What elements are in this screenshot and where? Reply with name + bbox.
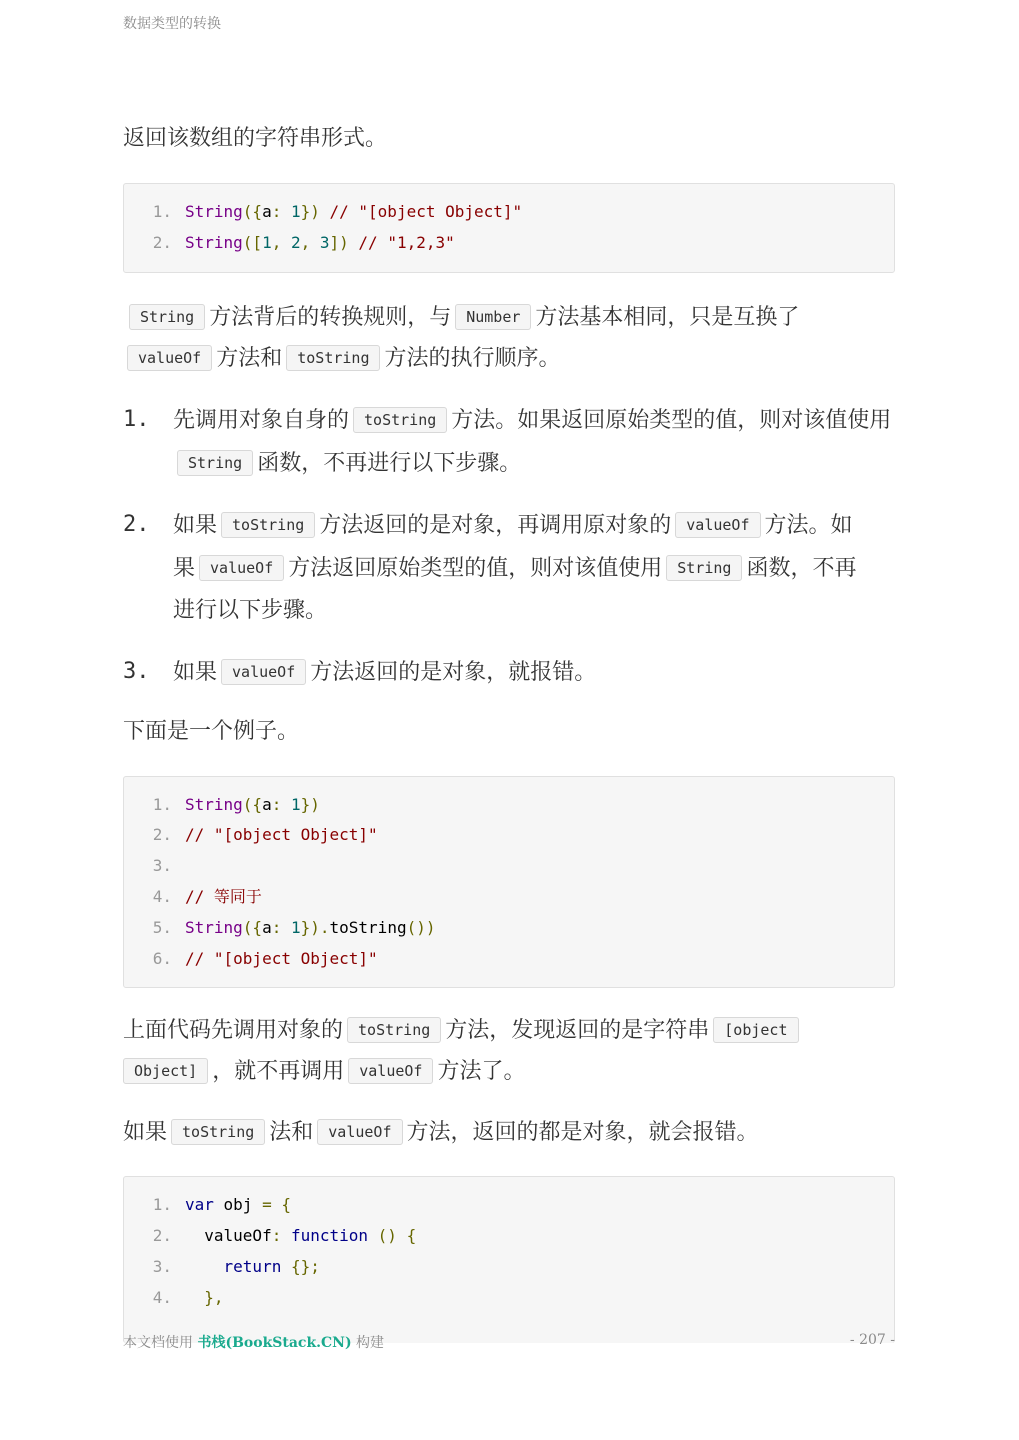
code-line: 3. return {}; bbox=[124, 1252, 894, 1283]
line-number: 6. bbox=[152, 948, 172, 968]
list-item: 1. 先调用对象自身的 toString 方法。如果返回原始类型的值，则对该值使用String 函数，不再进行以下步骤。 bbox=[123, 406, 892, 476]
inline-code: String bbox=[177, 450, 253, 476]
line-number: 2. bbox=[152, 232, 172, 252]
inline-code: Object] bbox=[123, 1058, 208, 1084]
code-line: 4. }, bbox=[124, 1283, 894, 1314]
paragraph-array-tostring: 返回该数组的字符串形式。 bbox=[123, 126, 388, 151]
code-line: 5. String({a: 1}).toString()) bbox=[124, 913, 894, 944]
line-number: 1. bbox=[152, 202, 172, 221]
code-line: 1. var obj = { bbox=[124, 1190, 894, 1221]
paragraph-explanation: 上面代码先调用对象的 toString 方法，发现返回的是字符串 [object Object] ，就不再调用 valueOf 方法了。 bbox=[123, 1010, 883, 1092]
code-block-1 bbox=[123, 183, 895, 273]
inline-code: valueOf bbox=[127, 345, 212, 371]
code-line: 2. String([1, 2, 3]) // "1,2,3" bbox=[124, 228, 894, 259]
line-number: 3. bbox=[152, 1256, 172, 1276]
footer-credit: 本文档使用 书栈(BookStack.CN) 构建 bbox=[123, 1335, 385, 1351]
code-line: 2. valueOf: function () { bbox=[124, 1221, 894, 1252]
conversion-steps-list bbox=[123, 399, 895, 694]
list-item: 2. 如果 toString 方法返回的是对象，再调用原对象的 valueOf 方法。如果 valueOf 方法返回原始类型的值，则对该值使用 String 函数，不再进行以下步骤。 bbox=[123, 511, 857, 623]
inline-code: toString bbox=[221, 512, 315, 538]
paragraph-example-intro: 下面是一个例子。 bbox=[123, 718, 300, 744]
inline-code: valueOf bbox=[675, 512, 760, 538]
inline-code: toString bbox=[171, 1119, 265, 1145]
code-line: 4. // 等同于 bbox=[124, 882, 894, 913]
inline-code: Number bbox=[455, 304, 531, 330]
code-line bbox=[124, 851, 894, 882]
bookstack-link[interactable]: 书栈(BookStack.CN) bbox=[197, 1335, 352, 1351]
code-line: 1. String({a: 1}) bbox=[124, 790, 894, 821]
line-number: 5. bbox=[152, 917, 172, 937]
document-body bbox=[123, 118, 895, 1343]
line-number: 2. bbox=[152, 1226, 172, 1246]
code-block-3 bbox=[123, 1176, 895, 1343]
line-number: 1. bbox=[152, 794, 172, 814]
inline-code: valueOf bbox=[317, 1119, 402, 1145]
inline-code: toString bbox=[286, 345, 380, 371]
list-item: 3. 如果 valueOf 方法返回的是对象，就报错。 bbox=[123, 658, 597, 685]
line-number: 3. bbox=[152, 856, 172, 876]
code-block-2 bbox=[123, 776, 895, 989]
inline-code: valueOf bbox=[221, 659, 306, 685]
page-number: - 207 - bbox=[849, 1332, 895, 1348]
page-header-title: 数据类型的转换 bbox=[123, 16, 221, 32]
inline-code: toString bbox=[347, 1017, 441, 1043]
inline-code: String bbox=[666, 555, 742, 581]
line-number: 2. bbox=[152, 825, 172, 845]
inline-code: [object bbox=[713, 1017, 798, 1043]
line-number: 4. bbox=[152, 1287, 172, 1307]
code-line: 1. String({a: 1}) // "[object Object]" bbox=[124, 197, 894, 228]
inline-code: valueOf bbox=[199, 555, 284, 581]
inline-code: toString bbox=[353, 407, 447, 433]
line-number: 4. bbox=[152, 886, 172, 906]
code-line: 2. // "[object Object]" bbox=[124, 820, 894, 851]
code-line: 6. // "[object Object]" bbox=[124, 944, 894, 975]
inline-code: valueOf bbox=[348, 1058, 433, 1084]
inline-code: String bbox=[129, 304, 205, 330]
paragraph-string-rules: String 方法背后的转换规则，与 Number 方法基本相同，只是互换了valueOf 方法和 toString 方法的执行顺序。 bbox=[123, 297, 863, 379]
line-number: 1. bbox=[152, 1195, 172, 1215]
paragraph-error-case: 如果 toString 法和 valueOf 方法，返回的都是对象，就会报错。 bbox=[123, 1120, 759, 1146]
